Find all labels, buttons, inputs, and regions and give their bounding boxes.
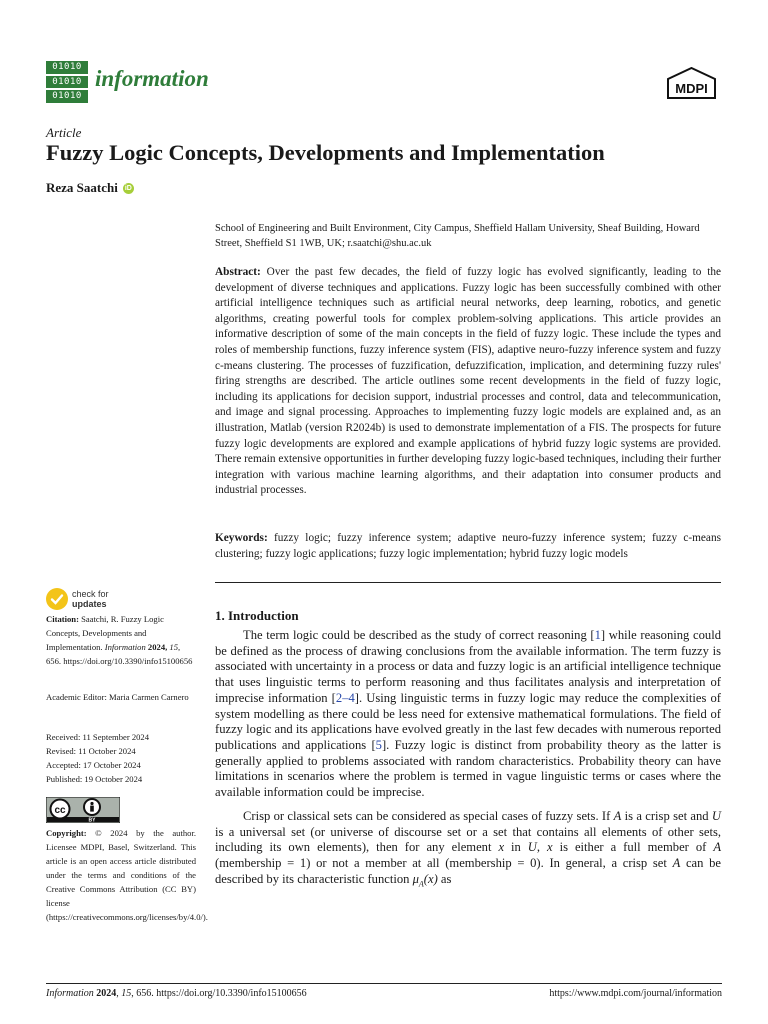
keywords-text: fuzzy logic; fuzzy inference system; adaptive neuro-fuzzy inference system; fuzzy c-means clustering; fuzzy logic applications; fuzzy logic implementation; hybrid fuzzy logic models bbox=[215, 532, 721, 560]
author-name: Reza Saatchi bbox=[46, 180, 118, 195]
mdpi-logo[interactable] bbox=[664, 67, 719, 101]
paragraph-text: in bbox=[504, 840, 528, 855]
math-symbol: A bbox=[613, 809, 622, 823]
reference-link[interactable]: 2–4 bbox=[335, 690, 355, 705]
math-subscript: A bbox=[418, 879, 424, 889]
revised-date: Revised: 11 October 2024 bbox=[46, 746, 136, 756]
logo-row: 01010 bbox=[46, 76, 88, 89]
citation-volume: 15 bbox=[169, 642, 179, 652]
copyright-block bbox=[46, 826, 208, 924]
svg-text:cc: cc bbox=[54, 805, 66, 816]
math-symbol: U bbox=[711, 809, 721, 823]
section-heading: 1. Introduction bbox=[215, 608, 299, 623]
math-symbol: x bbox=[498, 840, 505, 855]
check-icon bbox=[46, 588, 68, 610]
paragraph-text: , bbox=[536, 840, 548, 855]
cc-label: BY bbox=[88, 817, 96, 823]
paragraph-text: (membership = 1) or not a member at all (membership = 0). In general, a crisp set bbox=[215, 856, 673, 871]
math-symbol: U bbox=[527, 840, 537, 855]
abstract-label: Abstract: bbox=[215, 266, 261, 278]
footer-journal-url[interactable]: https://www.mdpi.com/journal/information bbox=[549, 988, 722, 999]
cc-by-icon[interactable] bbox=[46, 797, 120, 823]
author-line bbox=[46, 180, 134, 196]
paragraph-text: ]. Fuzzy logic is distinct from probability theory as the latter is generally applied to problems associated with random characteristics. Probability theory can have limitations in scenarios where the problem is termed in vague linguistic terms or cases where the available information could be imprecise. bbox=[215, 737, 721, 800]
orcid-icon[interactable]: iD bbox=[124, 184, 132, 192]
paragraph-text: ]. Using linguistic terms in fuzzy logic may reduce the complexities of system modelling as there could be less need for extensive mathematical formulations. The field of fuzzy logic and its applications have evolved greatly in the last few decades with numerous reported publications and applications [ bbox=[215, 690, 721, 752]
math-symbol: A bbox=[713, 840, 722, 855]
citation-text: Saatchi, R. Fuzzy Logic Concepts, Developments and Implementation. bbox=[46, 614, 164, 652]
footer-year: 2024 bbox=[93, 988, 117, 999]
footer-citation: Information 2024, 15, 656. https://doi.org/10.3390/info15100656 bbox=[46, 988, 307, 999]
journal-logo bbox=[46, 61, 88, 103]
reference-link[interactable]: 1 bbox=[594, 628, 601, 642]
citation-year: 2024, bbox=[145, 642, 170, 652]
math-symbol: μ bbox=[412, 871, 419, 886]
article-type: Article bbox=[46, 125, 82, 140]
check-for-updates[interactable] bbox=[46, 588, 109, 610]
academic-editor: Academic Editor: Maria Carmen Carnero bbox=[46, 692, 189, 702]
publisher-name: MDPI bbox=[675, 81, 708, 96]
logo-row: 01010 bbox=[46, 61, 88, 74]
check-line: check for bbox=[72, 589, 109, 599]
footer-doi[interactable]: , 656. https://doi.org/10.3390/info15100656 bbox=[131, 988, 307, 999]
citation-journal: Information bbox=[104, 642, 146, 652]
paragraph-text: as bbox=[437, 871, 452, 886]
copyright-text: © 2024 by the author. Licensee MDPI, Basel, Switzerland. This article is an open access article distributed under the terms and conditions of the Creative Commons Attribution (CC BY) license (https://creativecommons.org/licenses/by/4.0/). bbox=[46, 828, 208, 922]
keywords-label: Keywords: bbox=[215, 532, 268, 544]
paragraph-text: Crisp or classical sets can be considered as special cases of fuzzy sets. If bbox=[243, 809, 614, 823]
math-symbol: (x) bbox=[423, 871, 438, 886]
paragraph-text: is a crisp set and bbox=[621, 809, 712, 823]
copyright-label: Copyright: bbox=[46, 828, 87, 838]
paragraph-text: is a universal set (or universe of discourse set or a set that contains all elements of other sets, including its own elements), then for any element bbox=[215, 824, 721, 855]
check-line: updates bbox=[72, 599, 107, 609]
paragraph-text: ] while reasoning could be defined as the process of drawing conclusions from the available information. The term fuzzy is associated with uncertainty in a process or data and fuzzy logic is an artificial intelligence technique that uses linguistic terms to perform reasoning and thus facilitates analysis and interpretation of imprecise information [ bbox=[215, 628, 721, 705]
math-symbol: x bbox=[547, 840, 553, 855]
footer-volume: 15 bbox=[121, 988, 132, 999]
accepted-date: Accepted: 17 October 2024 bbox=[46, 760, 141, 770]
citation-block bbox=[46, 612, 196, 668]
logo-row: 01010 bbox=[46, 90, 88, 103]
abstract-text: Over the past few decades, the field of fuzzy logic has evolved significantly, leading to the development of diverse techniques and applications. Fuzzy logic has been successfully combined with other artificial intelligence techniques such as artificial neural networks, deep learning, robotics, and genetic algorithms, creating powerful tools for complex problem-solving applications. This article provides an informative description of some of the main concepts in the field of fuzzy logic. These include the types and roles of membership functions, fuzzy inference system (FIS), adaptive neuro-fuzzy inference system and fuzzy c-means clustering. The processes of fuzzification, defuzzification, implication, and determining fuzzy rules' firing strengths are described. The article outlines some recent developments in the field of fuzzy logic, including its applications for decision support, industrial processes and control, data and telecommunication, and image and signal processing. Approaches to implementing fuzzy logic models are explained and, as an illustration, Matlab (version R2024b) is used to demonstrate implementation of a FIS. The prospects for future fuzzy logic developments are explored and example applications of hybrid fuzzy logic systems are provided. There remain extensive opportunities in further developing fuzzy logic-based techniques, including their further integration with various machine learning algorithms, and their adaptation into consumer products and industrial processes. bbox=[215, 266, 722, 497]
math-expression bbox=[412, 871, 438, 889]
section-divider bbox=[215, 582, 721, 583]
dates-block bbox=[46, 730, 196, 786]
reference-link[interactable]: 5 bbox=[375, 737, 382, 752]
affiliation: School of Engineering and Built Environment, City Campus, Sheffield Hallam University, Sheaf Building, Howard Street, Sheffield S1 1WB, UK; r.saatchi@shu.ac.uk bbox=[215, 223, 700, 249]
footer-divider bbox=[46, 983, 722, 984]
footer-journal: Information bbox=[46, 988, 94, 999]
citation-doi[interactable]: , 656. https://doi.org/10.3390/info15100656 bbox=[46, 642, 193, 666]
paragraph-text: can be described by its characteristic function bbox=[215, 856, 721, 886]
math-symbol: A bbox=[672, 856, 681, 871]
citation-label: Citation: bbox=[46, 614, 79, 624]
intro-paragraph-1 bbox=[215, 628, 721, 801]
paragraph-text: The term logic could be described as the study of correct reasoning [ bbox=[243, 628, 595, 642]
published-date: Published: 19 October 2024 bbox=[46, 774, 143, 784]
article-title: Fuzzy Logic Concepts, Developments and Implementation bbox=[46, 140, 605, 165]
check-for-updates-text bbox=[72, 589, 109, 609]
intro-paragraph-2 bbox=[215, 809, 721, 892]
keywords bbox=[215, 531, 721, 562]
abstract bbox=[215, 265, 721, 499]
received-date: Received: 11 September 2024 bbox=[46, 732, 150, 742]
journal-name[interactable]: information bbox=[95, 66, 209, 91]
paragraph-text: is either a full member of bbox=[552, 840, 714, 855]
